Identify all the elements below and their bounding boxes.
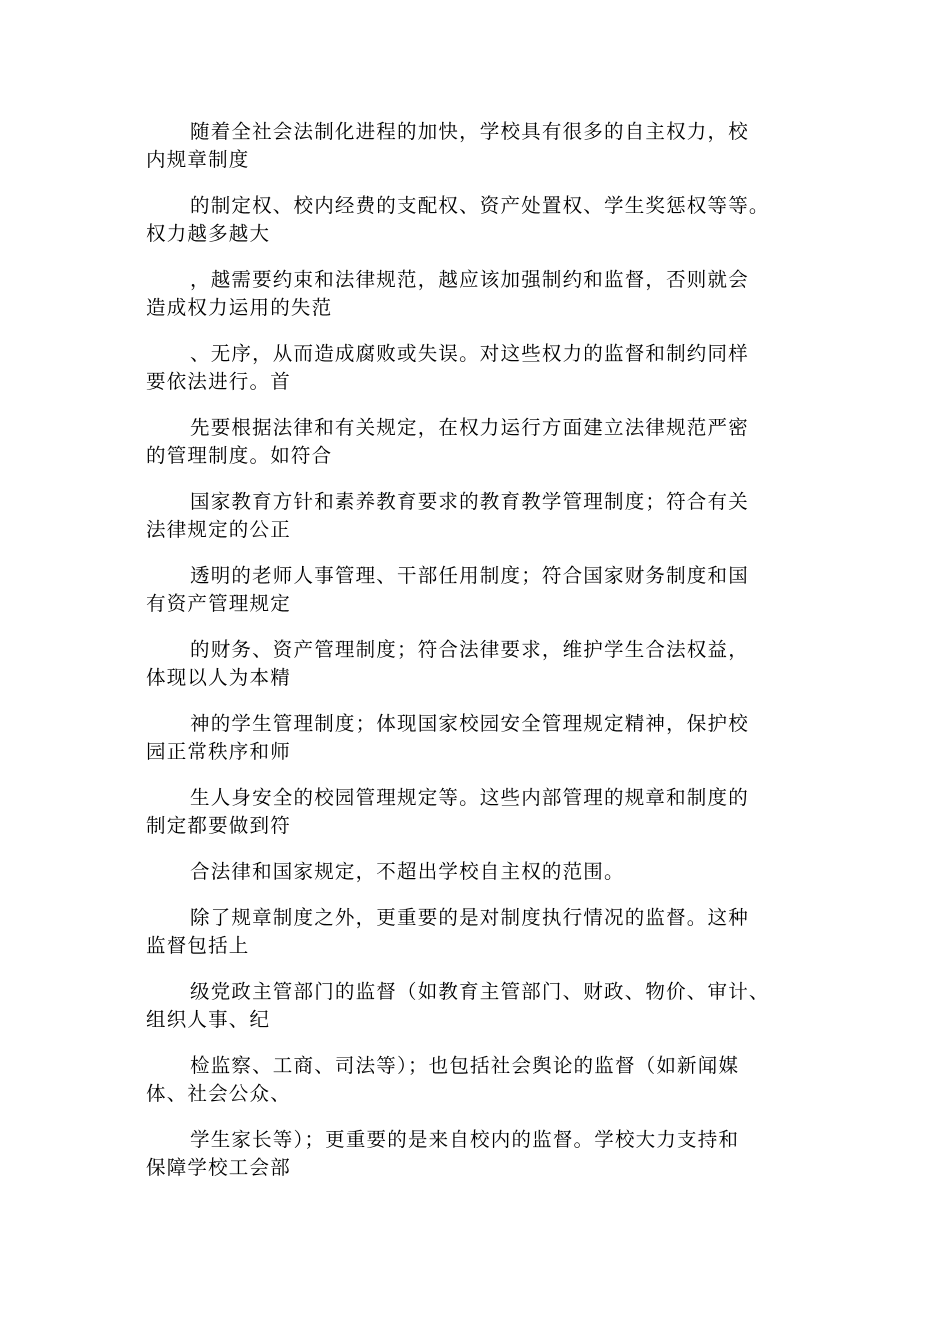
paragraph-line: 透明的老师人事管理、干部任用制度；符合国家财务制度和国 xyxy=(190,564,749,587)
paragraph xyxy=(146,562,826,618)
paragraph xyxy=(146,904,826,960)
paragraph xyxy=(146,784,826,840)
paragraph-line: 国家教育方针和素养教育要求的教育教学管理制度；符合有关 xyxy=(190,490,749,513)
paragraph xyxy=(146,636,826,692)
paragraph-line: 的制定权、校内经费的支配权、资产处置权、学生奖惩权等等。 xyxy=(190,194,770,217)
paragraph-line: 监督包括上 xyxy=(146,934,250,957)
paragraph xyxy=(146,1126,826,1182)
paragraph xyxy=(146,1052,826,1108)
paragraph-line: 组织人事、纪 xyxy=(146,1008,271,1031)
paragraph-line: 先要根据法律和有关规定，在权力运行方面建立法律规范严密 xyxy=(190,416,749,439)
paragraph xyxy=(146,978,826,1034)
paragraph-line: 级党政主管部门的监督（如教育主管部门、财政、物价、审计、 xyxy=(190,980,770,1003)
paragraph-line: 、无序，从而造成腐败或失误。对这些权力的监督和制约同样 xyxy=(190,342,749,365)
paragraph-line: 检监察、工商、司法等）；也包括社会舆论的监督（如新闻媒 xyxy=(190,1054,740,1077)
paragraph-line: 权力越多越大 xyxy=(146,222,271,245)
paragraph xyxy=(146,118,826,174)
paragraph xyxy=(146,192,826,248)
paragraph-line: 除了规章制度之外，更重要的是对制度执行情况的监督。这种 xyxy=(190,906,749,929)
paragraph-line: 体、社会公众、 xyxy=(146,1082,291,1105)
paragraph-line: 的财务、资产管理制度；符合法律要求，维护学生合法权益， xyxy=(190,638,749,661)
paragraph-line: ，越需要约束和法律规范，越应该加强制约和监督，否则就会 xyxy=(190,268,749,291)
paragraph-line: 神的学生管理制度；体现国家校园安全管理规定精神，保护校 xyxy=(190,712,749,735)
paragraph xyxy=(146,414,826,470)
paragraph-line: 制定都要做到符 xyxy=(146,814,291,837)
paragraph-line: 学生家长等）；更重要的是来自校内的监督。学校大力支持和 xyxy=(190,1128,740,1151)
paragraph xyxy=(146,858,826,886)
paragraph xyxy=(146,340,826,396)
paragraph xyxy=(146,710,826,766)
paragraph xyxy=(146,488,826,544)
paragraph-line: 体现以人为本精 xyxy=(146,666,291,689)
paragraph xyxy=(146,266,826,322)
paragraph-line: 合法律和国家规定，不超出学校自主权的范围。 xyxy=(190,860,625,883)
paragraph-line: 有资产管理规定 xyxy=(146,592,291,615)
paragraph-line: 的管理制度。如符合 xyxy=(146,444,333,467)
paragraph-line: 法律规定的公正 xyxy=(146,518,291,541)
paragraph-line: 内规章制度 xyxy=(146,148,250,171)
paragraph-line: 造成权力运用的失范 xyxy=(146,296,333,319)
paragraph-line: 要依法进行。首 xyxy=(146,370,291,393)
document-body xyxy=(146,118,826,1200)
paragraph-line: 随着全社会法制化进程的加快，学校具有很多的自主权力，校 xyxy=(190,120,749,143)
paragraph-line: 园正常秩序和师 xyxy=(146,740,291,763)
paragraph-line: 生人身安全的校园管理规定等。这些内部管理的规章和制度的 xyxy=(190,786,749,809)
paragraph-line: 保障学校工会部 xyxy=(146,1156,291,1179)
